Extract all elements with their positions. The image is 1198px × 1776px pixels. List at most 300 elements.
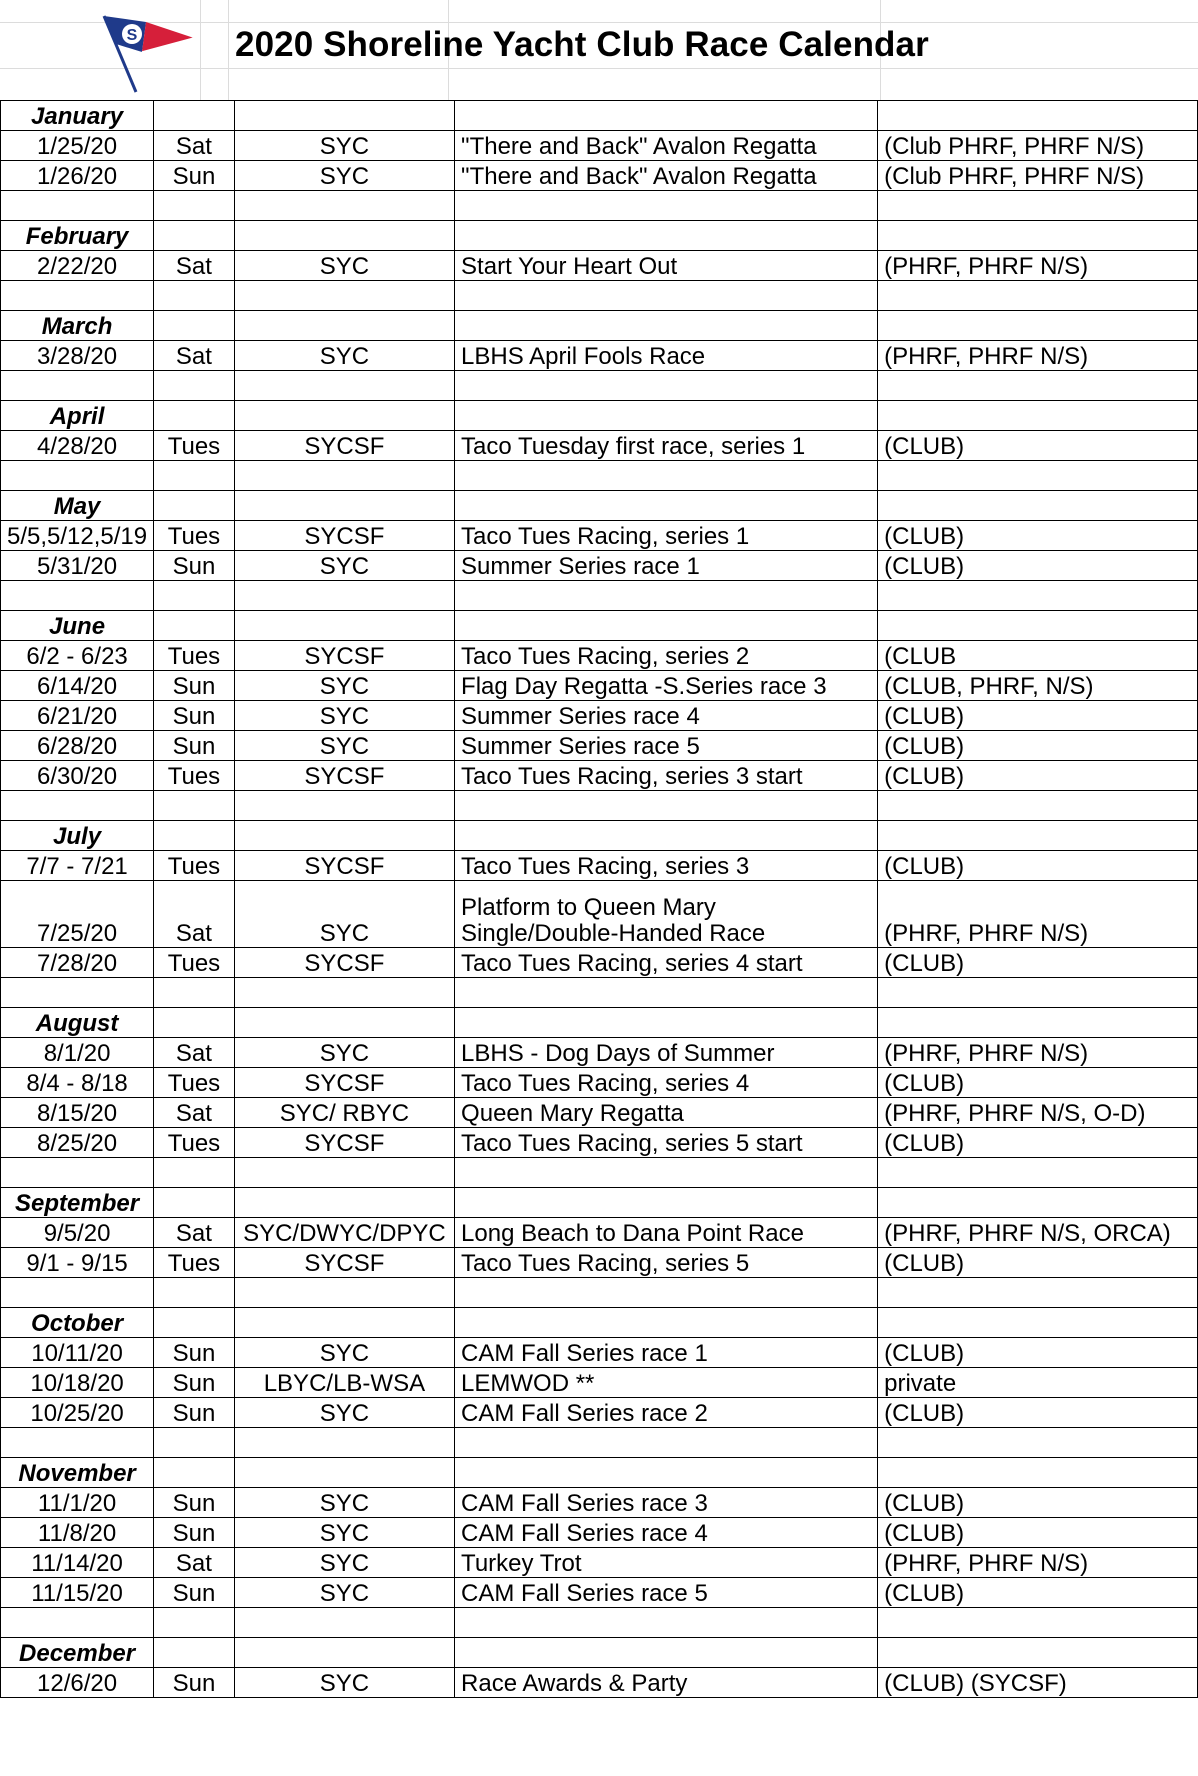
event-name: Taco Tues Racing, series 3 <box>455 851 878 881</box>
event-row <box>1 1398 1198 1428</box>
event-name: CAM Fall Series race 3 <box>455 1488 878 1518</box>
event-name: LEMWOD ** <box>455 1368 878 1398</box>
event-day: Sun <box>154 551 235 581</box>
empty-cell <box>455 311 878 341</box>
empty-cell <box>1 978 154 1008</box>
event-date: 9/1 - 9/15 <box>1 1248 154 1278</box>
event-date: 6/21/20 <box>1 701 154 731</box>
empty-cell <box>1 281 154 311</box>
event-date: 5/31/20 <box>1 551 154 581</box>
month-header-row <box>1 221 1198 251</box>
event-class: (CLUB) <box>878 551 1198 581</box>
empty-cell <box>154 491 235 521</box>
empty-cell <box>455 1638 878 1668</box>
event-class: (PHRF, PHRF N/S) <box>878 251 1198 281</box>
event-day: Sat <box>154 131 235 161</box>
empty-cell <box>455 1158 878 1188</box>
empty-cell <box>455 101 878 131</box>
event-name: Turkey Trot <box>455 1548 878 1578</box>
event-class: (Club PHRF, PHRF N/S) <box>878 161 1198 191</box>
event-name: "There and Back" Avalon Regatta <box>455 161 878 191</box>
empty-cell <box>455 371 878 401</box>
empty-cell <box>455 978 878 1008</box>
event-host: SYCSF <box>234 521 454 551</box>
empty-cell <box>455 1608 878 1638</box>
empty-cell <box>455 581 878 611</box>
empty-cell <box>878 191 1198 221</box>
event-row <box>1 1578 1198 1608</box>
empty-cell <box>234 401 454 431</box>
event-row <box>1 251 1198 281</box>
empty-cell <box>455 491 878 521</box>
event-name: Summer Series race 5 <box>455 731 878 761</box>
event-class: (CLUB) <box>878 1128 1198 1158</box>
empty-cell <box>455 191 878 221</box>
empty-cell <box>234 491 454 521</box>
event-name: Taco Tues Racing, series 3 start <box>455 761 878 791</box>
event-host: LBYC/LB-WSA <box>234 1368 454 1398</box>
event-name: Race Awards & Party <box>455 1668 878 1698</box>
event-date: 7/7 - 7/21 <box>1 851 154 881</box>
empty-cell <box>455 791 878 821</box>
event-day: Sat <box>154 1218 235 1248</box>
event-class: (CLUB) <box>878 1338 1198 1368</box>
empty-cell <box>878 1608 1198 1638</box>
event-day: Tues <box>154 1128 235 1158</box>
month-name: December <box>1 1638 154 1668</box>
event-row <box>1 1668 1198 1698</box>
empty-cell <box>154 1428 235 1458</box>
month-name: August <box>1 1008 154 1038</box>
empty-cell <box>234 1458 454 1488</box>
event-day: Sun <box>154 1668 235 1698</box>
empty-cell <box>154 281 235 311</box>
event-day: Tues <box>154 761 235 791</box>
empty-cell <box>455 611 878 641</box>
event-name: "There and Back" Avalon Regatta <box>455 131 878 161</box>
event-host: SYCSF <box>234 1248 454 1278</box>
empty-cell <box>234 1008 454 1038</box>
month-name: January <box>1 101 154 131</box>
empty-cell <box>878 311 1198 341</box>
month-header-row <box>1 1188 1198 1218</box>
event-host: SYC <box>234 881 454 948</box>
event-day: Tues <box>154 851 235 881</box>
event-row <box>1 341 1198 371</box>
event-day: Sun <box>154 161 235 191</box>
empty-cell <box>154 1188 235 1218</box>
event-date: 6/30/20 <box>1 761 154 791</box>
empty-cell <box>455 1308 878 1338</box>
event-host: SYC <box>234 341 454 371</box>
spacer-row <box>1 978 1198 1008</box>
empty-cell <box>234 311 454 341</box>
empty-cell <box>234 221 454 251</box>
event-name: Taco Tues Racing, series 1 <box>455 521 878 551</box>
spacer-row <box>1 581 1198 611</box>
logo-letter: S <box>126 27 138 44</box>
empty-cell <box>1 461 154 491</box>
empty-cell <box>234 1608 454 1638</box>
empty-cell <box>1 1278 154 1308</box>
event-row <box>1 1218 1198 1248</box>
event-class: (PHRF, PHRF N/S, O-D) <box>878 1098 1198 1128</box>
event-name: Queen Mary Regatta <box>455 1098 878 1128</box>
event-class: (CLUB, PHRF, N/S) <box>878 671 1198 701</box>
event-day: Sun <box>154 701 235 731</box>
month-name: July <box>1 821 154 851</box>
month-name: September <box>1 1188 154 1218</box>
event-day: Tues <box>154 948 235 978</box>
event-host: SYC <box>234 1488 454 1518</box>
event-row <box>1 131 1198 161</box>
event-row <box>1 1518 1198 1548</box>
event-class: (Club PHRF, PHRF N/S) <box>878 131 1198 161</box>
event-date: 6/14/20 <box>1 671 154 701</box>
event-class: (CLUB) <box>878 521 1198 551</box>
empty-cell <box>154 1158 235 1188</box>
empty-cell <box>154 311 235 341</box>
empty-cell <box>1 581 154 611</box>
event-class: private <box>878 1368 1198 1398</box>
empty-cell <box>455 281 878 311</box>
spacer-row <box>1 191 1198 221</box>
empty-cell <box>878 1188 1198 1218</box>
empty-cell <box>234 281 454 311</box>
event-day: Tues <box>154 1068 235 1098</box>
empty-cell <box>234 461 454 491</box>
event-row <box>1 521 1198 551</box>
month-header-row <box>1 1458 1198 1488</box>
event-class: (CLUB) <box>878 731 1198 761</box>
event-date: 9/5/20 <box>1 1218 154 1248</box>
empty-cell <box>878 581 1198 611</box>
empty-cell <box>878 978 1198 1008</box>
event-name: LBHS April Fools Race <box>455 341 878 371</box>
event-host: SYC <box>234 161 454 191</box>
empty-cell <box>234 581 454 611</box>
event-class: (CLUB) <box>878 761 1198 791</box>
event-host: SYC <box>234 1338 454 1368</box>
empty-cell <box>878 401 1198 431</box>
event-class: (CLUB) (SYCSF) <box>878 1668 1198 1698</box>
event-row <box>1 431 1198 461</box>
empty-cell <box>234 191 454 221</box>
event-name: Summer Series race 1 <box>455 551 878 581</box>
event-name: Taco Tues Racing, series 5 <box>455 1248 878 1278</box>
event-day: Sun <box>154 1578 235 1608</box>
empty-cell <box>878 611 1198 641</box>
event-host: SYCSF <box>234 641 454 671</box>
event-class: (PHRF, PHRF N/S) <box>878 341 1198 371</box>
event-date: 10/18/20 <box>1 1368 154 1398</box>
event-day: Tues <box>154 641 235 671</box>
event-class: (CLUB <box>878 641 1198 671</box>
empty-cell <box>878 461 1198 491</box>
event-date: 1/26/20 <box>1 161 154 191</box>
event-host: SYC <box>234 701 454 731</box>
month-header-row <box>1 1008 1198 1038</box>
event-row <box>1 161 1198 191</box>
empty-cell <box>234 821 454 851</box>
empty-cell <box>154 1008 235 1038</box>
empty-cell <box>1 191 154 221</box>
month-name: April <box>1 401 154 431</box>
empty-cell <box>234 1278 454 1308</box>
empty-cell <box>154 1458 235 1488</box>
empty-cell <box>234 978 454 1008</box>
empty-cell <box>154 101 235 131</box>
empty-cell <box>455 1458 878 1488</box>
event-date: 5/5,5/12,5/19 <box>1 521 154 551</box>
event-host: SYC <box>234 1668 454 1698</box>
empty-cell <box>1 791 154 821</box>
empty-cell <box>154 821 235 851</box>
empty-cell <box>455 1278 878 1308</box>
empty-cell <box>154 791 235 821</box>
month-header-row <box>1 311 1198 341</box>
spacer-row <box>1 1608 1198 1638</box>
race-calendar-table <box>0 100 1198 1698</box>
empty-cell <box>878 821 1198 851</box>
event-name: Start Your Heart Out <box>455 251 878 281</box>
empty-cell <box>154 1608 235 1638</box>
event-day: Sun <box>154 1488 235 1518</box>
month-header-row <box>1 1638 1198 1668</box>
empty-cell <box>234 611 454 641</box>
event-host: SYC <box>234 1398 454 1428</box>
empty-cell <box>234 1188 454 1218</box>
empty-cell <box>154 1308 235 1338</box>
spacer-row <box>1 1428 1198 1458</box>
event-day: Sat <box>154 1548 235 1578</box>
empty-cell <box>455 821 878 851</box>
event-host: SYC <box>234 1548 454 1578</box>
event-class: (PHRF, PHRF N/S) <box>878 1038 1198 1068</box>
empty-cell <box>455 1428 878 1458</box>
event-row <box>1 1098 1198 1128</box>
spacer-row <box>1 1158 1198 1188</box>
empty-cell <box>234 1308 454 1338</box>
event-date: 6/2 - 6/23 <box>1 641 154 671</box>
empty-cell <box>878 281 1198 311</box>
event-day: Tues <box>154 431 235 461</box>
event-day: Sun <box>154 1398 235 1428</box>
event-row <box>1 1338 1198 1368</box>
empty-cell <box>878 791 1198 821</box>
event-row <box>1 761 1198 791</box>
event-host: SYC <box>234 731 454 761</box>
empty-cell <box>234 1638 454 1668</box>
event-date: 11/14/20 <box>1 1548 154 1578</box>
empty-cell <box>878 1278 1198 1308</box>
event-host: SYC/ RBYC <box>234 1098 454 1128</box>
month-name: June <box>1 611 154 641</box>
empty-cell <box>455 1008 878 1038</box>
empty-cell <box>154 221 235 251</box>
event-date: 12/6/20 <box>1 1668 154 1698</box>
event-class: (CLUB) <box>878 1398 1198 1428</box>
event-date: 4/28/20 <box>1 431 154 461</box>
event-day: Tues <box>154 1248 235 1278</box>
spacer-row <box>1 281 1198 311</box>
event-day: Sun <box>154 671 235 701</box>
event-day: Sun <box>154 1518 235 1548</box>
empty-cell <box>1 371 154 401</box>
empty-cell <box>154 978 235 1008</box>
empty-cell <box>234 371 454 401</box>
event-date: 2/22/20 <box>1 251 154 281</box>
event-row <box>1 1068 1198 1098</box>
event-name: Taco Tues Racing, series 5 start <box>455 1128 878 1158</box>
month-name: November <box>1 1458 154 1488</box>
event-host: SYC/DWYC/DPYC <box>234 1218 454 1248</box>
empty-cell <box>878 1428 1198 1458</box>
event-class: (PHRF, PHRF N/S) <box>878 881 1198 948</box>
event-name: Flag Day Regatta -S.Series race 3 <box>455 671 878 701</box>
month-header-row <box>1 491 1198 521</box>
event-row <box>1 1548 1198 1578</box>
month-header-row <box>1 101 1198 131</box>
event-day: Sun <box>154 1338 235 1368</box>
event-class: (CLUB) <box>878 701 1198 731</box>
event-row <box>1 1128 1198 1158</box>
event-name: CAM Fall Series race 2 <box>455 1398 878 1428</box>
event-host: SYC <box>234 671 454 701</box>
event-row <box>1 641 1198 671</box>
event-name: Taco Tuesday first race, series 1 <box>455 431 878 461</box>
empty-cell <box>878 1308 1198 1338</box>
event-date: 3/28/20 <box>1 341 154 371</box>
month-name: October <box>1 1308 154 1338</box>
burgee-flag-icon <box>98 12 198 96</box>
event-row <box>1 881 1198 948</box>
event-class: (CLUB) <box>878 851 1198 881</box>
event-day: Sun <box>154 731 235 761</box>
page-title: 2020 Shoreline Yacht Club Race Calendar <box>235 25 929 64</box>
empty-cell <box>878 221 1198 251</box>
event-date: 1/25/20 <box>1 131 154 161</box>
event-day: Sat <box>154 341 235 371</box>
event-host: SYCSF <box>234 1128 454 1158</box>
event-date: 7/25/20 <box>1 881 154 948</box>
empty-cell <box>154 611 235 641</box>
event-date: 8/4 - 8/18 <box>1 1068 154 1098</box>
empty-cell <box>154 1278 235 1308</box>
empty-cell <box>878 101 1198 131</box>
event-day: Sat <box>154 251 235 281</box>
event-date: 8/1/20 <box>1 1038 154 1068</box>
event-host: SYCSF <box>234 851 454 881</box>
spacer-row <box>1 461 1198 491</box>
event-name: CAM Fall Series race 5 <box>455 1578 878 1608</box>
event-class: (CLUB) <box>878 1518 1198 1548</box>
event-host: SYC <box>234 131 454 161</box>
event-class: (CLUB) <box>878 1578 1198 1608</box>
empty-cell <box>878 1458 1198 1488</box>
empty-cell <box>234 101 454 131</box>
event-row <box>1 701 1198 731</box>
event-host: SYC <box>234 1038 454 1068</box>
event-class: (PHRF, PHRF N/S) <box>878 1548 1198 1578</box>
event-day: Tues <box>154 521 235 551</box>
empty-cell <box>1 1428 154 1458</box>
event-row <box>1 851 1198 881</box>
event-date: 10/11/20 <box>1 1338 154 1368</box>
month-name: February <box>1 221 154 251</box>
event-row <box>1 1038 1198 1068</box>
event-date: 11/8/20 <box>1 1518 154 1548</box>
event-row <box>1 551 1198 581</box>
spacer-row <box>1 371 1198 401</box>
event-host: SYCSF <box>234 761 454 791</box>
event-name: LBHS - Dog Days of Summer <box>455 1038 878 1068</box>
empty-cell <box>878 491 1198 521</box>
event-date: 10/25/20 <box>1 1398 154 1428</box>
empty-cell <box>154 191 235 221</box>
empty-cell <box>154 371 235 401</box>
empty-cell <box>154 401 235 431</box>
event-date: 11/1/20 <box>1 1488 154 1518</box>
empty-cell <box>878 1008 1198 1038</box>
event-name: CAM Fall Series race 4 <box>455 1518 878 1548</box>
month-header-row <box>1 401 1198 431</box>
event-class: (CLUB) <box>878 431 1198 461</box>
event-row <box>1 1248 1198 1278</box>
empty-cell <box>878 1158 1198 1188</box>
event-date: 6/28/20 <box>1 731 154 761</box>
event-row <box>1 948 1198 978</box>
event-day: Sat <box>154 1098 235 1128</box>
month-name: March <box>1 311 154 341</box>
event-name: Long Beach to Dana Point Race <box>455 1218 878 1248</box>
empty-cell <box>154 1638 235 1668</box>
event-class: (PHRF, PHRF N/S, ORCA) <box>878 1218 1198 1248</box>
event-date: 11/15/20 <box>1 1578 154 1608</box>
empty-cell <box>234 1158 454 1188</box>
empty-cell <box>154 461 235 491</box>
event-class: (CLUB) <box>878 948 1198 978</box>
month-name: May <box>1 491 154 521</box>
empty-cell <box>1 1158 154 1188</box>
month-header-row <box>1 611 1198 641</box>
spacer-row <box>1 791 1198 821</box>
event-host: SYC <box>234 251 454 281</box>
empty-cell <box>1 1608 154 1638</box>
event-row <box>1 1368 1198 1398</box>
event-name <box>455 881 878 948</box>
event-host: SYCSF <box>234 948 454 978</box>
event-host: SYCSF <box>234 431 454 461</box>
empty-cell <box>455 1188 878 1218</box>
event-class: (CLUB) <box>878 1068 1198 1098</box>
event-name-line: Platform to Queen Mary <box>461 894 716 921</box>
event-day: Sat <box>154 1038 235 1068</box>
event-day: Sun <box>154 1368 235 1398</box>
event-name: CAM Fall Series race 1 <box>455 1338 878 1368</box>
empty-cell <box>455 221 878 251</box>
event-host: SYC <box>234 1578 454 1608</box>
event-row <box>1 1488 1198 1518</box>
empty-cell <box>234 1428 454 1458</box>
event-host: SYCSF <box>234 1068 454 1098</box>
event-row <box>1 731 1198 761</box>
event-date: 8/15/20 <box>1 1098 154 1128</box>
event-name: Taco Tues Racing, series 2 <box>455 641 878 671</box>
empty-cell <box>878 1638 1198 1668</box>
empty-cell <box>455 461 878 491</box>
empty-cell <box>234 791 454 821</box>
